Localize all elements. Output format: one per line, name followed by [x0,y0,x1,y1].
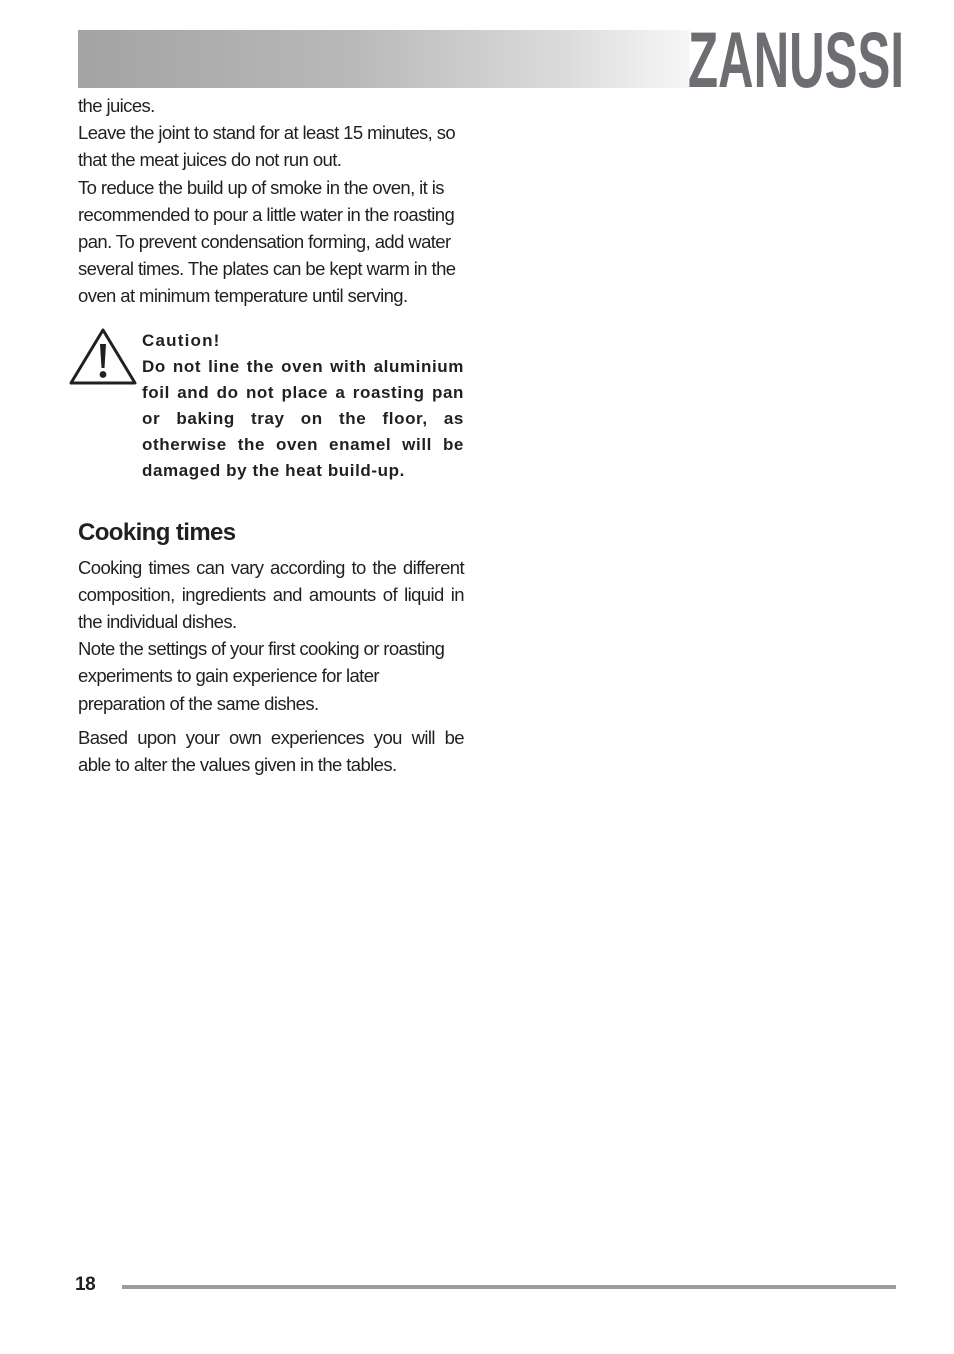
caution-block [78,328,464,484]
section-paragraph-3: Based upon your own experiences you will be able to alter the values given in the tables. [78,726,464,776]
intro-paragraph-3: To reduce the build up of smoke in the oven, it is recommended to pour a little water in the roasting pan. To prevent condensation forming, add water several times. The plates can be kept warm in the oven at minimum temperature until serving. [78,176,456,307]
section-paragraph-1: Cooking times can vary according to the different composition, ingredients and amounts of liquid in the individual dishes. [78,556,464,633]
page-number: 18 [75,1274,96,1295]
intro-paragraph-2: Leave the joint to stand for at least 15 minutes, so that the meat juices do not run out. [78,122,456,171]
main-column [78,92,464,778]
brand-logo-text: ZANUSSI [688,26,904,92]
caution-text [142,328,464,484]
warning-triangle-icon [69,328,137,386]
intro-paragraph-1: the juices. [78,95,155,116]
header-bar [78,30,690,88]
footer-rule [122,1285,896,1289]
caution-body: Do not line the oven with aluminium foil and do not place a roasting pan or baking tray on the floor, as otherwise the oven enamel will be damaged by the heat build-up. [142,356,464,480]
brand-logo [686,26,906,92]
section-heading: Cooking times [78,518,236,546]
caution-title: Caution! [142,330,221,350]
section-paragraph-2: Note the settings of your first cooking or roasting experiments to gain experience for later preparation of the same dishes. [78,638,445,714]
